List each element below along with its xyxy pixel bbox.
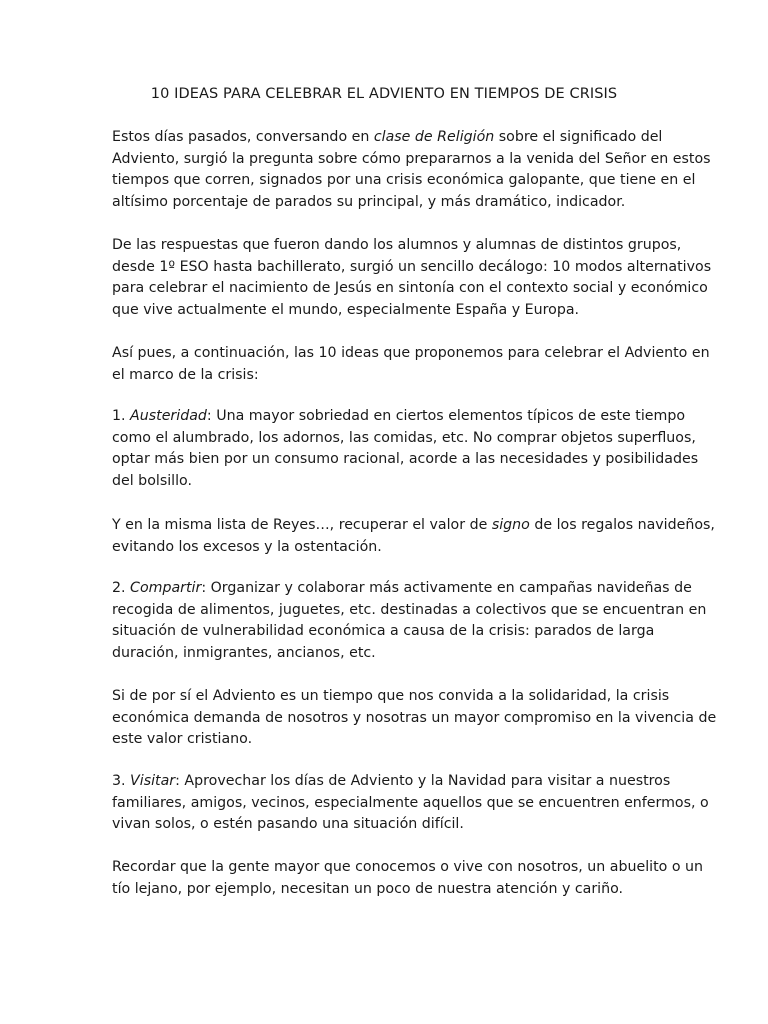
- text-line: [112, 471, 660, 493]
- text-segment: recogida de alimentos, juguetes, etc. destinadas a colectivos que se encuentran en: [112, 601, 707, 618]
- text-segment: evitando los excesos y la ostentación.: [112, 538, 382, 555]
- text-line: [112, 235, 682, 257]
- text-line: [112, 643, 660, 665]
- italic-term: Austeridad: [130, 408, 207, 424]
- text-segment: 2.: [112, 580, 131, 596]
- text-line: [112, 600, 707, 622]
- text-segment: Recordar que la gente mayor que conocemos o vive con nosotros, un abuelito o un: [112, 859, 704, 875]
- text-line: [112, 621, 660, 643]
- text-segment: tío lejano, por ejemplo, necesitan un poco de nuestra atención y cariño.: [112, 880, 624, 897]
- text-segment: Adviento, surgió la pregunta sobre cómo prepararnos a la venida del Señor en estos: [112, 150, 711, 167]
- text-segment: que vive actualmente el mundo, especialmente España y Europa.: [112, 301, 580, 318]
- text-line: [112, 257, 712, 279]
- text-segment: económica demanda de nosotros y nosotras un mayor compromiso en la vivencia de: [112, 709, 717, 726]
- text-segment: vivan solos, o estén pasando una situación difícil.: [112, 816, 464, 833]
- text-segment: 1.: [112, 408, 131, 424]
- text-segment: : Aprovechar los días de Adviento y la Navidad para visitar a nuestros: [175, 773, 671, 789]
- paragraph-idea-3-visitar: [112, 771, 709, 836]
- document-title: 10 IDEAS PARA CELEBRAR EL ADVIENTO EN TIEMPOS DE CRISIS: [150, 86, 618, 102]
- text-segment: tiempos que corren, signados por una crisis económica galopante, que tiene en el: [112, 172, 696, 189]
- text-segment: De las respuestas que fueron dando los alumnos y alumnas de distintos grupos,: [112, 237, 682, 253]
- text-line: [112, 300, 660, 322]
- text-segment: : Organizar y colaborar más activamente en campañas navideñas de: [201, 580, 692, 596]
- text-segment: como el alumbrado, los adornos, las comidas, etc. No comprar objetos superfluos,: [112, 429, 696, 446]
- italic-term: Visitar: [130, 773, 176, 789]
- text-line: [112, 515, 715, 537]
- text-line: [112, 127, 663, 149]
- text-segment: sobre el significado del: [494, 129, 663, 145]
- paragraph-idea-1-signo: [112, 515, 715, 558]
- paragraph-idea-2-compartir: [112, 578, 707, 664]
- text-segment: este valor cristiano.: [112, 731, 253, 748]
- text-line: [112, 449, 699, 471]
- text-line: [112, 686, 670, 708]
- text-line: [112, 192, 660, 214]
- paragraph-idea-3-recordar: [112, 857, 704, 900]
- text-line: [112, 365, 660, 387]
- text-segment: familiares, amigos, vecinos, especialmente aquellos que se encuentren enfermos, o: [112, 794, 709, 811]
- paragraph-responses: [112, 235, 712, 321]
- text-segment: situación de vulnerabilidad económica a causa de la crisis: parados de larga: [112, 623, 655, 640]
- text-segment: Si de por sí el Adviento es un tiempo que nos convida a la solidaridad, la crisis: [112, 688, 670, 704]
- text-segment: el marco de la crisis:: [112, 366, 259, 383]
- text-segment: Estos días pasados, conversando en: [112, 129, 374, 145]
- text-line: [112, 729, 660, 751]
- text-segment: optar más bien por un consumo racional, acorde a las necesidades y posibilidades: [112, 451, 699, 468]
- text-segment: 3.: [112, 773, 131, 789]
- text-line: [112, 879, 660, 901]
- text-segment: duración, inmigrantes, ancianos, etc.: [112, 644, 376, 661]
- paragraph-intro: [112, 127, 711, 213]
- text-segment: altísimo porcentaje de parados su principal, y más dramático, indicador.: [112, 193, 626, 210]
- text-segment: para celebrar el nacimiento de Jesús en sintonía con el contexto social y económico: [112, 280, 708, 297]
- text-line: [112, 857, 704, 879]
- text-line: [112, 771, 671, 793]
- paragraph-idea-2-solidaridad: [112, 686, 717, 751]
- text-line: [112, 708, 717, 730]
- italic-term: signo: [491, 517, 530, 533]
- text-segment: del bolsillo.: [112, 472, 192, 489]
- text-segment: : Una mayor sobriedad en ciertos elementos típicos de este tiempo: [206, 408, 686, 424]
- italic-term: Compartir: [130, 580, 202, 596]
- text-line: [112, 537, 660, 559]
- paragraph-ideas-intro: [112, 343, 710, 386]
- paragraph-idea-1-austeridad: [112, 406, 699, 492]
- text-line: [112, 278, 708, 300]
- text-line: [112, 428, 696, 450]
- text-segment: de los regalos navideños,: [529, 517, 715, 533]
- text-line: [112, 406, 686, 428]
- text-line: [112, 149, 711, 171]
- text-segment: Y en la misma lista de Reyes…, recuperar el valor de: [112, 517, 492, 533]
- text-segment: desde 1º ESO hasta bachillerato, surgió un sencillo decálogo: 10 modos alternativos: [112, 258, 712, 275]
- text-line: [112, 793, 709, 815]
- italic-term: clase de Religión: [373, 129, 495, 145]
- text-line: [112, 578, 692, 600]
- text-line: [112, 814, 660, 836]
- text-line: [112, 170, 696, 192]
- text-segment: Así pues, a continuación, las 10 ideas que proponemos para celebrar el Adviento en: [112, 345, 710, 361]
- text-line: [112, 343, 710, 365]
